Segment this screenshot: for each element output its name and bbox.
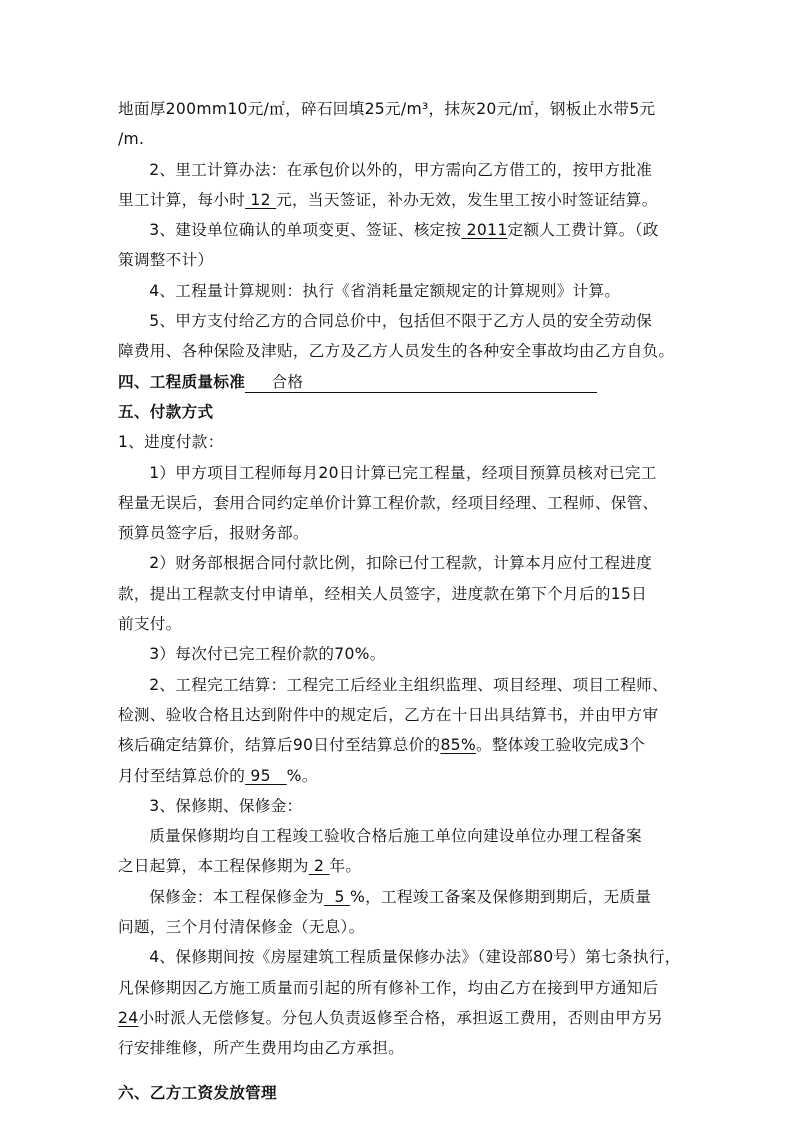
text-span: 3、建设单位确认的单项变更、签证、核定按 xyxy=(149,221,462,240)
text-line: 月付至结算总价的 95 %。 xyxy=(118,766,318,785)
quota-year-value: 2011 xyxy=(466,221,508,240)
warranty-period-line: 质量保修期均自工程竣工验收合格后施工单位向建设单位办理工程备案 xyxy=(149,827,642,846)
warranty-deposit-value: 5 xyxy=(334,887,345,906)
warranty-years-value: 2 xyxy=(314,857,325,876)
section-6-heading: 六、乙方工资发放管理 xyxy=(118,1083,277,1102)
text-line: /m. xyxy=(118,130,145,149)
text-line: 核后确定结算价，结算后90日付至结算总价的85%。整体竣工验收完成3个 xyxy=(118,736,646,755)
text-line: 检测、验收合格且达到附件中的规定后，乙方在十日出具结算书，并由甲方审 xyxy=(118,705,659,724)
text-line: 程量无误后，套用合同约定单价计算工程价款，经项目经理、工程师、保管、 xyxy=(118,493,659,512)
section-5-heading: 五、付款方式 xyxy=(118,402,214,421)
text-span: 元，当天签证，补办无效，发生里工按小时签证结算。 xyxy=(276,190,658,209)
text-line xyxy=(118,185,714,215)
progress-payment-item-3: 3）每次付已完工程价款的70%。 xyxy=(149,645,386,664)
repair-hours-value: 24 xyxy=(118,1008,139,1027)
document-page xyxy=(118,94,714,1108)
text-line: 款，提出工程款支付申请单，经相关人员签字，进度款在第下个月后的15日 xyxy=(118,584,648,603)
text-line: 前支付。 xyxy=(118,615,182,634)
final-percent-value: 95 xyxy=(250,766,271,785)
text-line: 24小时派人无偿修复。分包人负责返修至合格，承担返工费用，否则由甲方另 xyxy=(118,1008,663,1027)
text-span: 里工计算，每小时 xyxy=(118,190,246,209)
clause-5-line: 5、甲方支付给乙方的合同总价中，包括但不限于乙方人员的安全劳动保 xyxy=(149,312,653,331)
clause-4-line: 4、工程量计算规则：执行《省消耗量定额规定的计算规则》计算。 xyxy=(149,281,621,300)
text-line: 1、进度付款： xyxy=(118,433,224,452)
warranty-heading: 3、保修期、保修金： xyxy=(149,796,303,815)
progress-payment-item-2: 2）财务部根据合同付款比例，扣除已付工程款，计算本月应付工程进度 xyxy=(149,554,653,573)
hourly-rate-value: 12 xyxy=(250,190,271,209)
warranty-repair-line: 4、保修期间按《房屋建筑工程质量保修办法》（建设部80号）第七条执行， xyxy=(149,948,681,967)
text-line: 策调整不计） xyxy=(118,251,214,270)
quality-standard-value: 合格 xyxy=(245,372,597,393)
text-line: 地面厚200mm10元/㎡，碎石回填25元/m³，抹灰20元/㎡，钢板止水带5元 xyxy=(118,100,656,118)
text-line: 凡保修期因乙方施工质量而引起的所有修补工作，均由乙方在接到甲方通知后 xyxy=(118,978,659,997)
text-line: 之日起算，本工程保修期为 2 年。 xyxy=(118,857,362,876)
text-line: 问题，三个月付清保修金（无息）。 xyxy=(118,918,365,937)
settlement-percent-value: 85% xyxy=(440,736,476,755)
clause-3-line xyxy=(118,215,714,245)
text-line: 行安排维修，所产生费用均由乙方承担。 xyxy=(118,1039,405,1058)
text-line: 障费用、各种保险及津贴，乙方及乙方人员发生的各种安全事故均由乙方自负。 xyxy=(118,342,675,361)
section-4-heading: 四、工程质量标准 合格 xyxy=(118,367,714,397)
progress-payment-item-1: 1）甲方项目工程师每月20日计算已完工程量，经项目预算员核对已完工 xyxy=(149,463,657,482)
text-span: 定额人工费计算。（政 xyxy=(507,221,659,240)
clause-2-line: 2、里工计算办法：在承包价以外的，甲方需向乙方借工的，按甲方批准 xyxy=(149,160,653,179)
warranty-deposit-line: 保修金：本工程保修金为 5 %，工程竣工备案及保修期到期后，无质量 xyxy=(149,887,652,906)
final-settlement-line: 2、工程完工结算：工程完工后经业主组织监理、项目经理、项目工程师、 xyxy=(149,675,669,694)
text-line: 预算员签字后，报财务部。 xyxy=(118,524,309,543)
